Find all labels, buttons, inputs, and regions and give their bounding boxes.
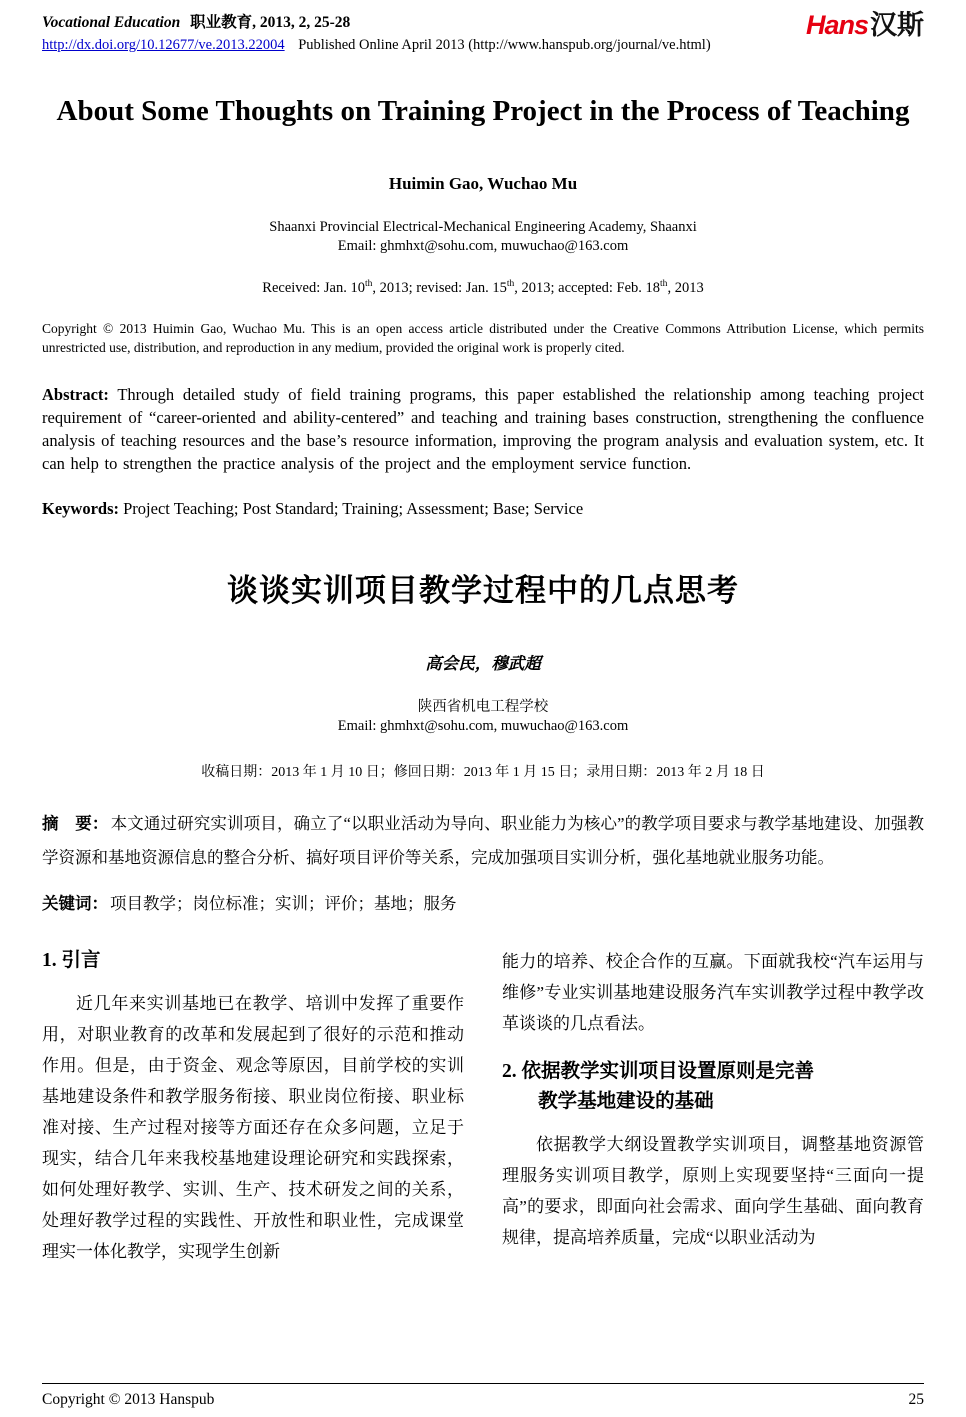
received-dates-en (42, 279, 924, 297)
dates-part: , 2013; accepted: Feb. 18 (514, 279, 661, 296)
section2-heading-line1: 2. 依据教学实训项目设置原则是完善 (502, 1061, 815, 1083)
hanspub-logo (806, 12, 924, 39)
abstract-cn (42, 807, 924, 874)
keywords-label-en: Keywords: (42, 498, 119, 518)
journal-name: Vocational Education (42, 14, 181, 31)
hans-logo-text: Hans (805, 10, 868, 40)
affiliation-block-en (42, 218, 924, 257)
keywords-en (42, 499, 924, 519)
section2-heading-line2: 教学基地建设的基础 (538, 1091, 714, 1113)
abstract-label-en: Abstract: (42, 384, 109, 404)
journal-title-line (42, 10, 711, 32)
continuation-paragraph: 能力的培养、校企合作的互赢。下面就我校“汽车运用与维修”专业实训基地建设服务汽车实训教学过程中教学改革谈谈的几点看法。 (502, 952, 924, 1034)
received-dates-cn: 收稿日期：2013 年 1 月 10 日；修回日期：2013 年 1 月 15 日；录用日期：2013 年 2 月 18 日 (201, 765, 765, 781)
page-footer (42, 1383, 924, 1409)
dates-sup: th (660, 278, 668, 289)
journal-name-cn: 职业教育 (190, 14, 253, 31)
published-info: Published Online April 2013 (http://www.hanspub.org/journal/ve.html) (298, 37, 711, 53)
abstract-text-en: Through detailed study of field training programs, this paper established the relationship among teaching project requirement of “career-oriented and ability-centered” and teaching and training bases construction, strengthening the confluence analysis of teaching resources and the base’s resource information, improving the program analysis and evaluation system, etc. It can help to strengthen the practice analysis of the project and the employment service function. (42, 384, 925, 473)
page-number: 25 (908, 1391, 924, 1408)
journal-issue-info: , 2013, 2, 25-28 (252, 14, 351, 31)
dates-part: , 2013; revised: Jan. 15 (372, 279, 507, 296)
doi-link[interactable]: http://dx.doi.org/10.12677/ve.2013.22004 (42, 37, 285, 53)
doi-line (42, 37, 711, 54)
right-column (502, 946, 924, 1267)
abstract-label-cn: 摘 要： (42, 815, 109, 834)
section2-heading (502, 1057, 924, 1117)
keywords-text-en: Project Teaching; Post Standard; Training; Assessment; Base; Service (123, 498, 584, 518)
abstract-text-cn: 本文通过研究实训项目，确立了“以职业活动为导向、职业能力为核心”的教学项目要求与教学基地建设、加强教学资源和基地资源信息的整合分析、搞好项目评价等关系，完成加强项目实训分析，强化基地就业服务功能。 (42, 814, 924, 868)
email-en: Email: ghmhxt@sohu.com, muwuchao@163.com (337, 238, 629, 255)
two-column-body (42, 946, 924, 1267)
section2-paragraph: 依据教学大纲设置教学实训项目，调整基地资源管理服务实训项目教学，原则上实现要坚持“三面向一提高”的要求，即面向社会需求、面向学生基础、面向教育规律，提高培养质量，完成“以职业活动为 (502, 1135, 924, 1248)
dates-sup: th (364, 278, 373, 289)
abstract-en (42, 383, 924, 475)
journal-header-left (42, 10, 711, 54)
dates-sup: th (506, 278, 515, 289)
article-title-cn: 谈谈实训项目教学过程中的几点思考 (227, 572, 739, 608)
authors-en: Huimin Gao, Wuchao Mu (388, 173, 578, 193)
article-title-en: About Some Thoughts on Training Project in the Process of Teaching (56, 95, 910, 127)
authors-cn: 高会民，穆武超 (425, 653, 541, 673)
dates-part: Received: Jan. 10 (262, 279, 365, 296)
section1-heading: 1. 引言 (42, 950, 101, 972)
keywords-label-cn: 关键词： (42, 895, 108, 914)
section1-paragraph: 近几年来实训基地已在教学、培训中发挥了重要作用，对职业教育的改革和发展起到了很好的示范和推动作用。但是，由于资金、观念等原因，目前学校的实训基地建设条件和教学服务衔接、职业岗位衔接、职业标准对接、生产过程对接等方面还存在众多问题，立足于现实，结合几年来我校基地建设理论研究和实践探索，如何处理好教学、实训、生产、技术研发之间的关系，处理好教学过程的实践性、开放性和职业性，完成课堂理实一体化教学，实现学生创新 (42, 994, 464, 1262)
keywords-text-cn: 项目教学；岗位标准；实训；评价；基地；服务 (110, 894, 457, 914)
email-cn: Email: ghmhxt@sohu.com, muwuchao@163.com (337, 718, 629, 735)
copyright-notice: Copyright © 2013 Huimin Gao, Wuchao Mu. This is an open access article distributed under the Creative Commons Attribution License, which permits unrestricted use, distribution, and reproduction in any medium, provided the original work is properly cited. (42, 321, 924, 355)
left-column (42, 946, 464, 1267)
dates-part: , 2013 (667, 279, 704, 296)
hans-logo-cn-text: 汉斯 (870, 10, 924, 40)
keywords-cn (42, 890, 924, 914)
footer-copyright: Copyright © 2013 Hanspub (42, 1391, 215, 1408)
journal-header (42, 10, 924, 54)
affiliation-block-cn (42, 698, 924, 737)
affiliation-cn: 陕西省机电工程学校 (417, 698, 549, 715)
affiliation-en: Shaanxi Provincial Electrical-Mechanical Engineering Academy, Shaanxi (269, 218, 697, 235)
